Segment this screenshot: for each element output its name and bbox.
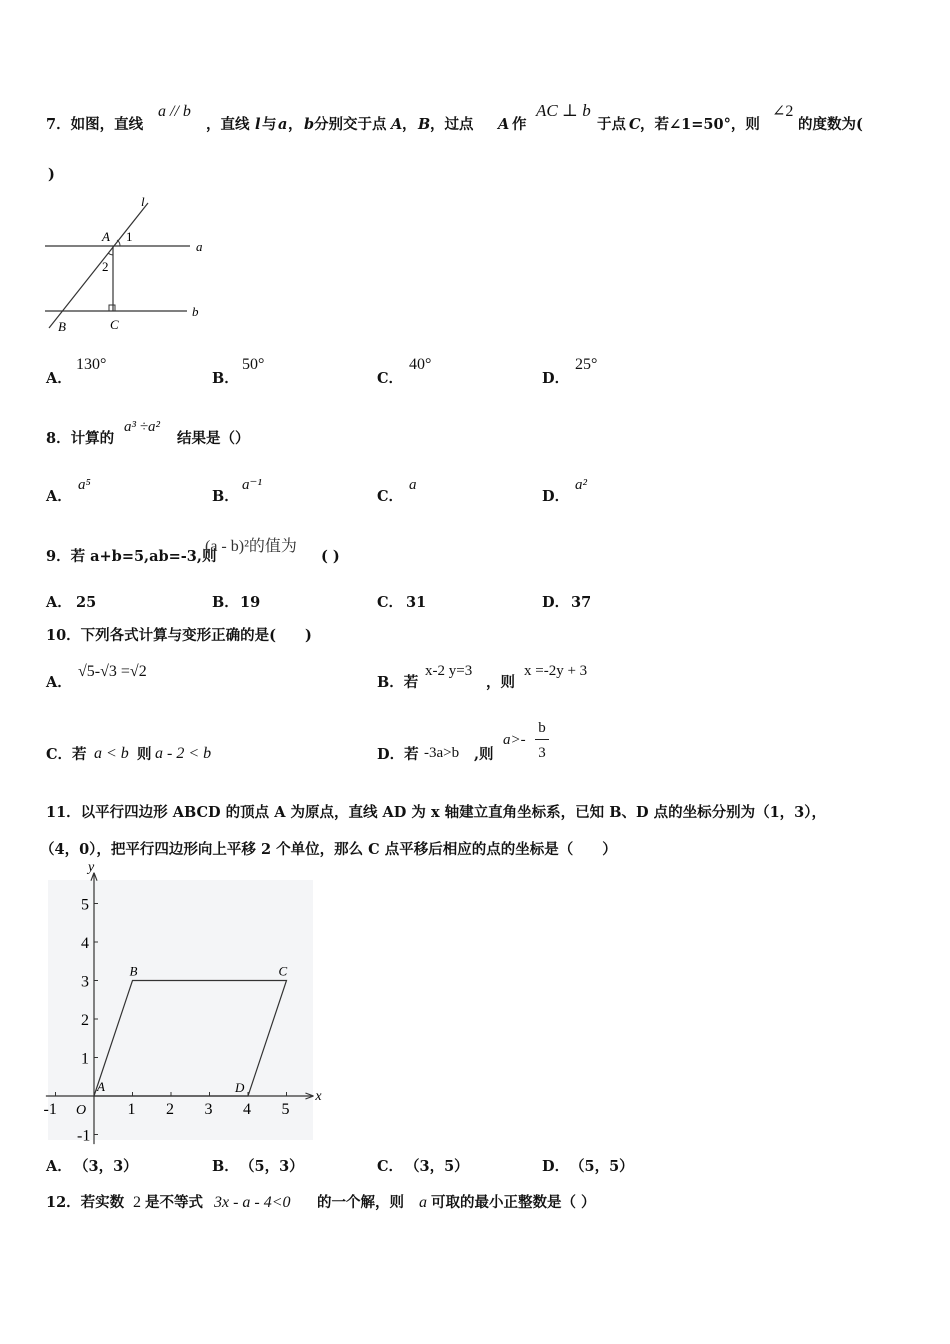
q8-stem-2: 结果是（） — [177, 430, 250, 447]
y-tick-label: 3 — [81, 973, 89, 991]
x-tick-label: 1 — [127, 1101, 136, 1118]
q10-option-d-mid: ,则 — [474, 746, 494, 763]
q7-perp-expr: AC ⊥ b — [536, 101, 591, 120]
q7-label-A: A — [102, 229, 110, 244]
q9-option-b-letter: B． — [212, 594, 239, 611]
q11-option-a-letter: A． — [46, 1158, 72, 1175]
vertex-label-c: C — [278, 963, 288, 979]
q11-option-b-letter: B． — [212, 1158, 239, 1175]
q7-label-2: 2 — [102, 259, 109, 274]
q12-variable-a: a — [419, 1194, 427, 1211]
q10-option-b-expr2: x =-2y + 3 — [524, 663, 588, 679]
q11-stem-2: （4，0），把平行四边形向上平移 2 个单位，那么 C 点平移后相应的点的坐标是（ ） — [40, 841, 617, 858]
q9-option-c-letter: C． — [377, 594, 404, 611]
q10-stem: 10．下列各式计算与变形正确的是( ) — [46, 627, 312, 644]
q7-option-a-value: 130° — [76, 356, 107, 373]
q9-option-a-value: 25 — [76, 594, 97, 611]
y-tick-label: 1 — [81, 1050, 89, 1068]
q7-label-C: C — [110, 317, 119, 332]
q9-option-b-value: 19 — [240, 594, 261, 611]
q7-stem-1: 7．如图，直线 — [46, 116, 144, 133]
q10-option-b-letter: B．若 — [377, 674, 419, 691]
q9-option-d-value: 37 — [571, 594, 592, 611]
q7-figure — [40, 195, 220, 335]
q8-option-a-letter: A． — [46, 488, 72, 505]
q8-option-b-letter: B． — [212, 488, 239, 505]
q8-option-b-value: a⁻¹ — [242, 477, 262, 493]
q7-stem-2g: 作 — [512, 116, 527, 133]
q9-expr: (a - b)²的值为 — [205, 538, 297, 555]
q9-option-a-letter: A． — [46, 594, 72, 611]
q7-stem-2f: ，过点 — [430, 116, 474, 133]
q10-option-d-denominator: 3 — [538, 745, 546, 761]
vertex-label-a: A — [97, 1079, 105, 1094]
q7-stem-2-a: a — [278, 116, 288, 133]
q8-option-c-value: a — [409, 477, 417, 493]
q12-number-two: 2 — [133, 1194, 141, 1211]
q7-stem-3b: ，若∠1=50°，则 — [640, 116, 760, 133]
q10-option-d-letter: D．若 — [377, 746, 419, 763]
q10-option-c-mid: 则 — [137, 746, 152, 763]
q7-label-a: a — [196, 239, 203, 254]
q7-option-c-letter: C． — [377, 370, 404, 387]
q8-option-d-letter: D． — [542, 488, 570, 505]
q12-stem-3: 的一个解，则 — [317, 1194, 404, 1211]
q7-option-c-value: 40° — [409, 356, 432, 373]
q10-option-b-expr1: x-2 y=3 — [425, 663, 473, 679]
q7-stem-3-C: C — [629, 116, 641, 133]
q7-stem-4: 的度数为( — [798, 116, 863, 133]
q10-option-d-expr2: a>- — [503, 732, 526, 748]
q9-option-d-letter: D． — [542, 594, 570, 611]
q11-option-d-value: （5，5） — [570, 1158, 634, 1175]
q7-stem-2: ，直线 — [206, 116, 250, 133]
q7-line-l — [49, 203, 148, 328]
x-tick-label: 5 — [281, 1101, 290, 1118]
q7-option-a-letter: A． — [46, 370, 72, 387]
q11-coordinate-figure — [40, 859, 322, 1148]
q7-stem-2e: ， — [402, 116, 417, 133]
q7-stem-2d: 分别交于点 — [314, 116, 387, 133]
q9-option-c-value: 31 — [406, 594, 427, 611]
q7-stem-2c: ， — [288, 116, 303, 133]
q10-option-c-expr1: a < b — [94, 745, 129, 762]
q10-option-a-expr: √5-√3 =√2 — [78, 663, 147, 680]
q8-option-c-letter: C． — [377, 488, 404, 505]
q8-expr: a³ ÷a² — [124, 419, 160, 435]
vertex-label-b: B — [129, 963, 138, 979]
q7-right-angle-mark — [109, 305, 115, 311]
q7-stem-2-l: l — [255, 116, 261, 133]
q7-angle2-expr: ∠2 — [772, 103, 794, 120]
q7-stem-2-A: A — [391, 116, 403, 133]
q7-option-d-value: 25° — [575, 356, 598, 373]
x-tick-label: 2 — [166, 1101, 174, 1118]
q8-option-a-value: a⁵ — [78, 477, 91, 493]
x-tick-label: 4 — [243, 1101, 251, 1118]
q11-stem-1: 11．以平行四边形 ABCD 的顶点 A 为原点，直线 AD 为 x 轴建立直角坐标系，已知 B、D 点的坐标分别为（1，3）， — [46, 804, 827, 821]
q11-option-c-letter: C． — [377, 1158, 404, 1175]
y-tick-label: -1 — [77, 1127, 91, 1145]
q7-parallel-expr: a // b — [158, 103, 191, 120]
q7-option-d-letter: D． — [542, 370, 570, 387]
y-tick-label: 5 — [81, 896, 89, 914]
q12-stem-1: 12．若实数 — [46, 1194, 125, 1211]
q7-stem-2b: 与 — [262, 116, 277, 133]
vertex-label-d: D — [235, 1080, 245, 1095]
q10-option-b-mid: ，则 — [486, 674, 515, 691]
q7-stem-2-b: b — [304, 116, 315, 133]
y-tick-label: 4 — [81, 935, 89, 952]
q10-option-c-expr2: a - 2 < b — [155, 745, 212, 762]
q12-inequality: 3x - a - 4<0 — [214, 1194, 291, 1211]
q7-label-B: B — [58, 319, 66, 334]
q8-stem-1: 8．计算的 — [46, 430, 115, 447]
q12-stem-2: 是不等式 — [145, 1194, 203, 1211]
x-tick-label: 3 — [204, 1101, 213, 1118]
q10-option-d-numerator: b — [538, 720, 546, 736]
q8-option-d-value: a² — [575, 477, 587, 493]
q11-option-b-value: （5，3） — [240, 1158, 304, 1175]
q11-option-c-value: （3，5） — [405, 1158, 469, 1175]
y-tick-label: 2 — [81, 1012, 89, 1029]
q7-option-b-letter: B． — [212, 370, 239, 387]
q7-stem-2-A2: A — [498, 116, 510, 133]
q11-option-a-value: （3，3） — [74, 1158, 138, 1175]
q10-option-d-expr1: -3a>b — [424, 745, 460, 761]
q7-angle1-arc — [117, 240, 120, 246]
q10-option-a-letter: A． — [46, 674, 72, 691]
y-axis-label: y — [88, 859, 95, 875]
q7-stem-2-B: B — [418, 116, 431, 133]
q7-stem-3: 于点 — [597, 116, 626, 133]
q7-angle2-arc — [108, 253, 113, 255]
q7-label-b: b — [192, 304, 199, 319]
q7-option-b-value: 50° — [242, 356, 265, 373]
q7-stem-close: ) — [48, 166, 55, 183]
q9-stem-2: ( ) — [321, 548, 340, 565]
origin-label: O — [76, 1103, 87, 1118]
q10-option-c-letter: C．若 — [46, 746, 87, 763]
q9-stem-1: 9．若 a+b=5,ab=-3,则 — [46, 548, 217, 565]
q12-stem-4: 可取的最小正整数是（ ） — [431, 1194, 596, 1211]
q11-option-d-letter: D． — [542, 1158, 570, 1175]
x-axis-label: x — [315, 1089, 322, 1104]
x-tick-label: -1 — [43, 1101, 57, 1118]
q7-label-l: l — [141, 194, 145, 209]
q7-label-1: 1 — [126, 229, 133, 244]
q10-option-d-fraction-bar — [535, 739, 549, 740]
